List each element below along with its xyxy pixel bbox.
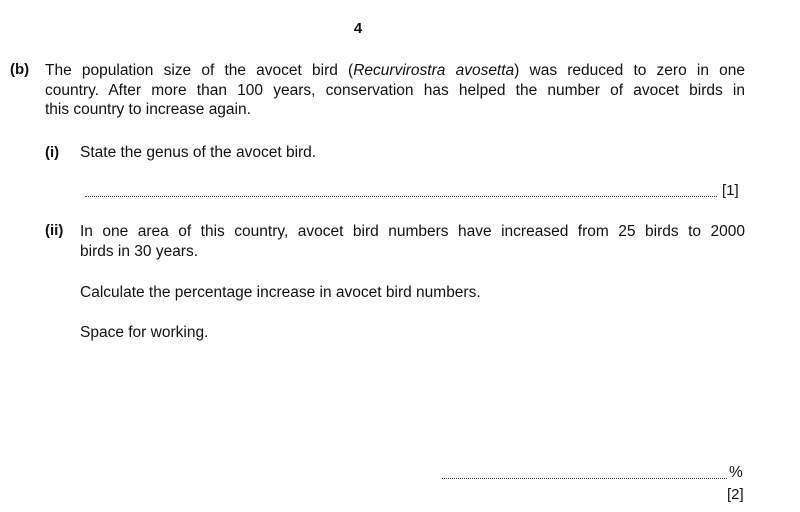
answer-line-i[interactable] [85,196,717,197]
part-b-stem-line-1 [45,61,745,81]
question-i-marks: [1] [722,182,739,199]
question-ii-instruction: Calculate the percentage increase in avocet bird numbers. [80,284,481,301]
part-b-stem-line-1-start: The population size of the avocet bird ( [45,62,354,79]
answer-line-ii[interactable] [442,478,727,479]
question-ii-label: (ii) [45,222,64,239]
question-ii-marks: [2] [727,486,744,503]
working-space-label: Space for working. [80,324,209,341]
question-i-text: State the genus of the avocet bird. [80,144,317,161]
question-ii-stem-line-1: In one area of this country, avocet bird numbers have increased from 25 birds to 2000 [80,223,745,240]
question-ii-stem [80,222,745,261]
question-ii-stem-line-2: birds in 30 years. [80,242,199,260]
part-b-label: (b) [10,61,30,78]
part-b-stem-line-1-end: ) was reduced to zero in one [514,62,745,79]
question-i-label: (i) [45,144,60,161]
percent-unit: % [729,464,743,481]
species-name: Recurvirostra avosetta [353,62,515,79]
part-b-stem-line-2: country. After more than 100 years, conservation has helped the number of avocet birds in [45,81,745,99]
part-b-stem [45,61,745,120]
part-b-stem-line-3: this country to increase again. [45,101,251,118]
page-number: 4 [353,20,363,37]
working-space[interactable] [80,350,740,455]
